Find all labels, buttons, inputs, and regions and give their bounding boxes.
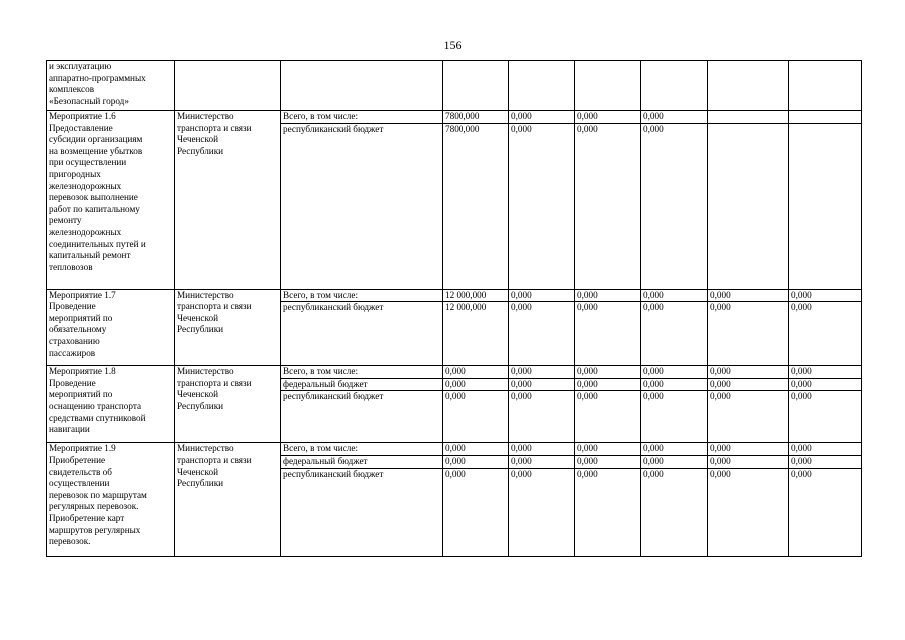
- funding-source-cell: Всего, в том числе:: [281, 111, 443, 124]
- funding-source-cell: республиканский бюджет: [281, 302, 443, 366]
- funding-source-cell: федеральный бюджет: [281, 455, 443, 468]
- amount-cell: [789, 61, 862, 111]
- amount-cell: 0,000: [789, 302, 862, 366]
- amount-cell: 0,000: [509, 391, 575, 443]
- amount-cell: 0,000: [443, 366, 509, 379]
- executor-cell: Министерство транспорта и связи Чеченской Республики: [175, 289, 281, 366]
- executor-cell: Министерство транспорта и связи Чеченской Республики: [175, 111, 281, 290]
- amount-cell: 0,000: [789, 289, 862, 302]
- measure-cell: и эксплуатацию аппаратно-программных комплексов «Безопасный город»: [47, 61, 175, 111]
- amount-cell: 0,000: [641, 455, 708, 468]
- funding-source-cell: Всего, в том числе:: [281, 289, 443, 302]
- amount-cell: 12 000,000: [443, 302, 509, 366]
- amount-cell: 0,000: [575, 468, 641, 556]
- amount-cell: 0,000: [708, 378, 789, 391]
- amount-cell: [641, 61, 708, 111]
- amount-cell: 0,000: [708, 468, 789, 556]
- amount-cell: 0,000: [708, 302, 789, 366]
- amount-cell: 0,000: [509, 111, 575, 124]
- amount-cell: 0,000: [509, 302, 575, 366]
- amount-cell: 12 000,000: [443, 289, 509, 302]
- table-row: [47, 443, 862, 456]
- amount-cell: [708, 111, 789, 124]
- amount-cell: 7800,000: [443, 111, 509, 124]
- amount-cell: 0,000: [509, 378, 575, 391]
- amount-cell: [789, 111, 862, 124]
- amount-cell: 0,000: [789, 391, 862, 443]
- amount-cell: 0,000: [509, 455, 575, 468]
- amount-cell: 0,000: [641, 123, 708, 289]
- amount-cell: 0,000: [443, 391, 509, 443]
- table-row: [47, 111, 862, 124]
- amount-cell: 0,000: [641, 366, 708, 379]
- amount-cell: 0,000: [443, 455, 509, 468]
- funding-table: [46, 60, 862, 557]
- amount-cell: 0,000: [641, 468, 708, 556]
- amount-cell: 0,000: [443, 468, 509, 556]
- amount-cell: 0,000: [509, 468, 575, 556]
- amount-cell: 0,000: [708, 443, 789, 456]
- executor-cell: Министерство транспорта и связи Чеченской Республики: [175, 366, 281, 443]
- amount-cell: 0,000: [789, 366, 862, 379]
- page-number: 156: [443, 38, 462, 52]
- funding-source-cell: Всего, в том числе:: [281, 366, 443, 379]
- executor-cell: [175, 61, 281, 111]
- funding-source-cell: Всего, в том числе:: [281, 443, 443, 456]
- executor-cell: Министерство транспорта и связи Чеченской Республики: [175, 443, 281, 556]
- amount-cell: 0,000: [789, 468, 862, 556]
- measure-cell: Мероприятие 1.9 Приобретение свидетельств об осуществлении перевозок по маршрутам регулярных перевозок. Приобретение карт маршрутов регулярных перевозок.: [47, 443, 175, 556]
- funding-source-cell: республиканский бюджет: [281, 468, 443, 556]
- amount-cell: 0,000: [708, 366, 789, 379]
- amount-cell: 0,000: [509, 289, 575, 302]
- amount-cell: 0,000: [509, 443, 575, 456]
- amount-cell: 0,000: [575, 123, 641, 289]
- amount-cell: 0,000: [708, 455, 789, 468]
- measure-cell: Мероприятие 1.7 Проведение мероприятий по обязательному страхованию пассажиров: [47, 289, 175, 366]
- amount-cell: 0,000: [575, 443, 641, 456]
- amount-cell: [443, 61, 509, 111]
- amount-cell: 0,000: [509, 366, 575, 379]
- amount-cell: 0,000: [575, 302, 641, 366]
- amount-cell: [708, 61, 789, 111]
- table-row: [47, 289, 862, 302]
- amount-cell: 0,000: [789, 443, 862, 456]
- amount-cell: 0,000: [641, 111, 708, 124]
- amount-cell: 0,000: [641, 391, 708, 443]
- amount-cell: [708, 123, 789, 289]
- measure-cell: Мероприятие 1.8 Проведение мероприятий по оснащению транспорта средствами спутниковой навигации: [47, 366, 175, 443]
- amount-cell: 0,000: [641, 443, 708, 456]
- amount-cell: 0,000: [708, 391, 789, 443]
- amount-cell: [509, 61, 575, 111]
- measure-cell: Мероприятие 1.6 Предоставление субсидии организациям на возмещение убытков при осуществлении пригородных железнодорожных перевозок выполнение работ по капитальному ремонту железнодорожных соединительных путей и капитальный ремонт тепловозов: [47, 111, 175, 290]
- amount-cell: 0,000: [575, 378, 641, 391]
- amount-cell: 0,000: [789, 378, 862, 391]
- amount-cell: 0,000: [789, 455, 862, 468]
- amount-cell: 0,000: [575, 111, 641, 124]
- funding-source-cell: федеральный бюджет: [281, 378, 443, 391]
- funding-source-cell: республиканский бюджет: [281, 391, 443, 443]
- amount-cell: 0,000: [708, 289, 789, 302]
- amount-cell: 7800,000: [443, 123, 509, 289]
- amount-cell: 0,000: [575, 391, 641, 443]
- amount-cell: 0,000: [575, 455, 641, 468]
- funding-source-cell: республиканский бюджет: [281, 123, 443, 289]
- amount-cell: 0,000: [641, 378, 708, 391]
- amount-cell: 0,000: [575, 366, 641, 379]
- table-row: [47, 61, 862, 111]
- table-row: [47, 366, 862, 379]
- amount-cell: 0,000: [641, 302, 708, 366]
- amount-cell: 0,000: [575, 289, 641, 302]
- funding-source-cell: [281, 61, 443, 111]
- amount-cell: [789, 123, 862, 289]
- amount-cell: 0,000: [509, 123, 575, 289]
- amount-cell: 0,000: [641, 289, 708, 302]
- amount-cell: 0,000: [443, 378, 509, 391]
- amount-cell: [575, 61, 641, 111]
- amount-cell: 0,000: [443, 443, 509, 456]
